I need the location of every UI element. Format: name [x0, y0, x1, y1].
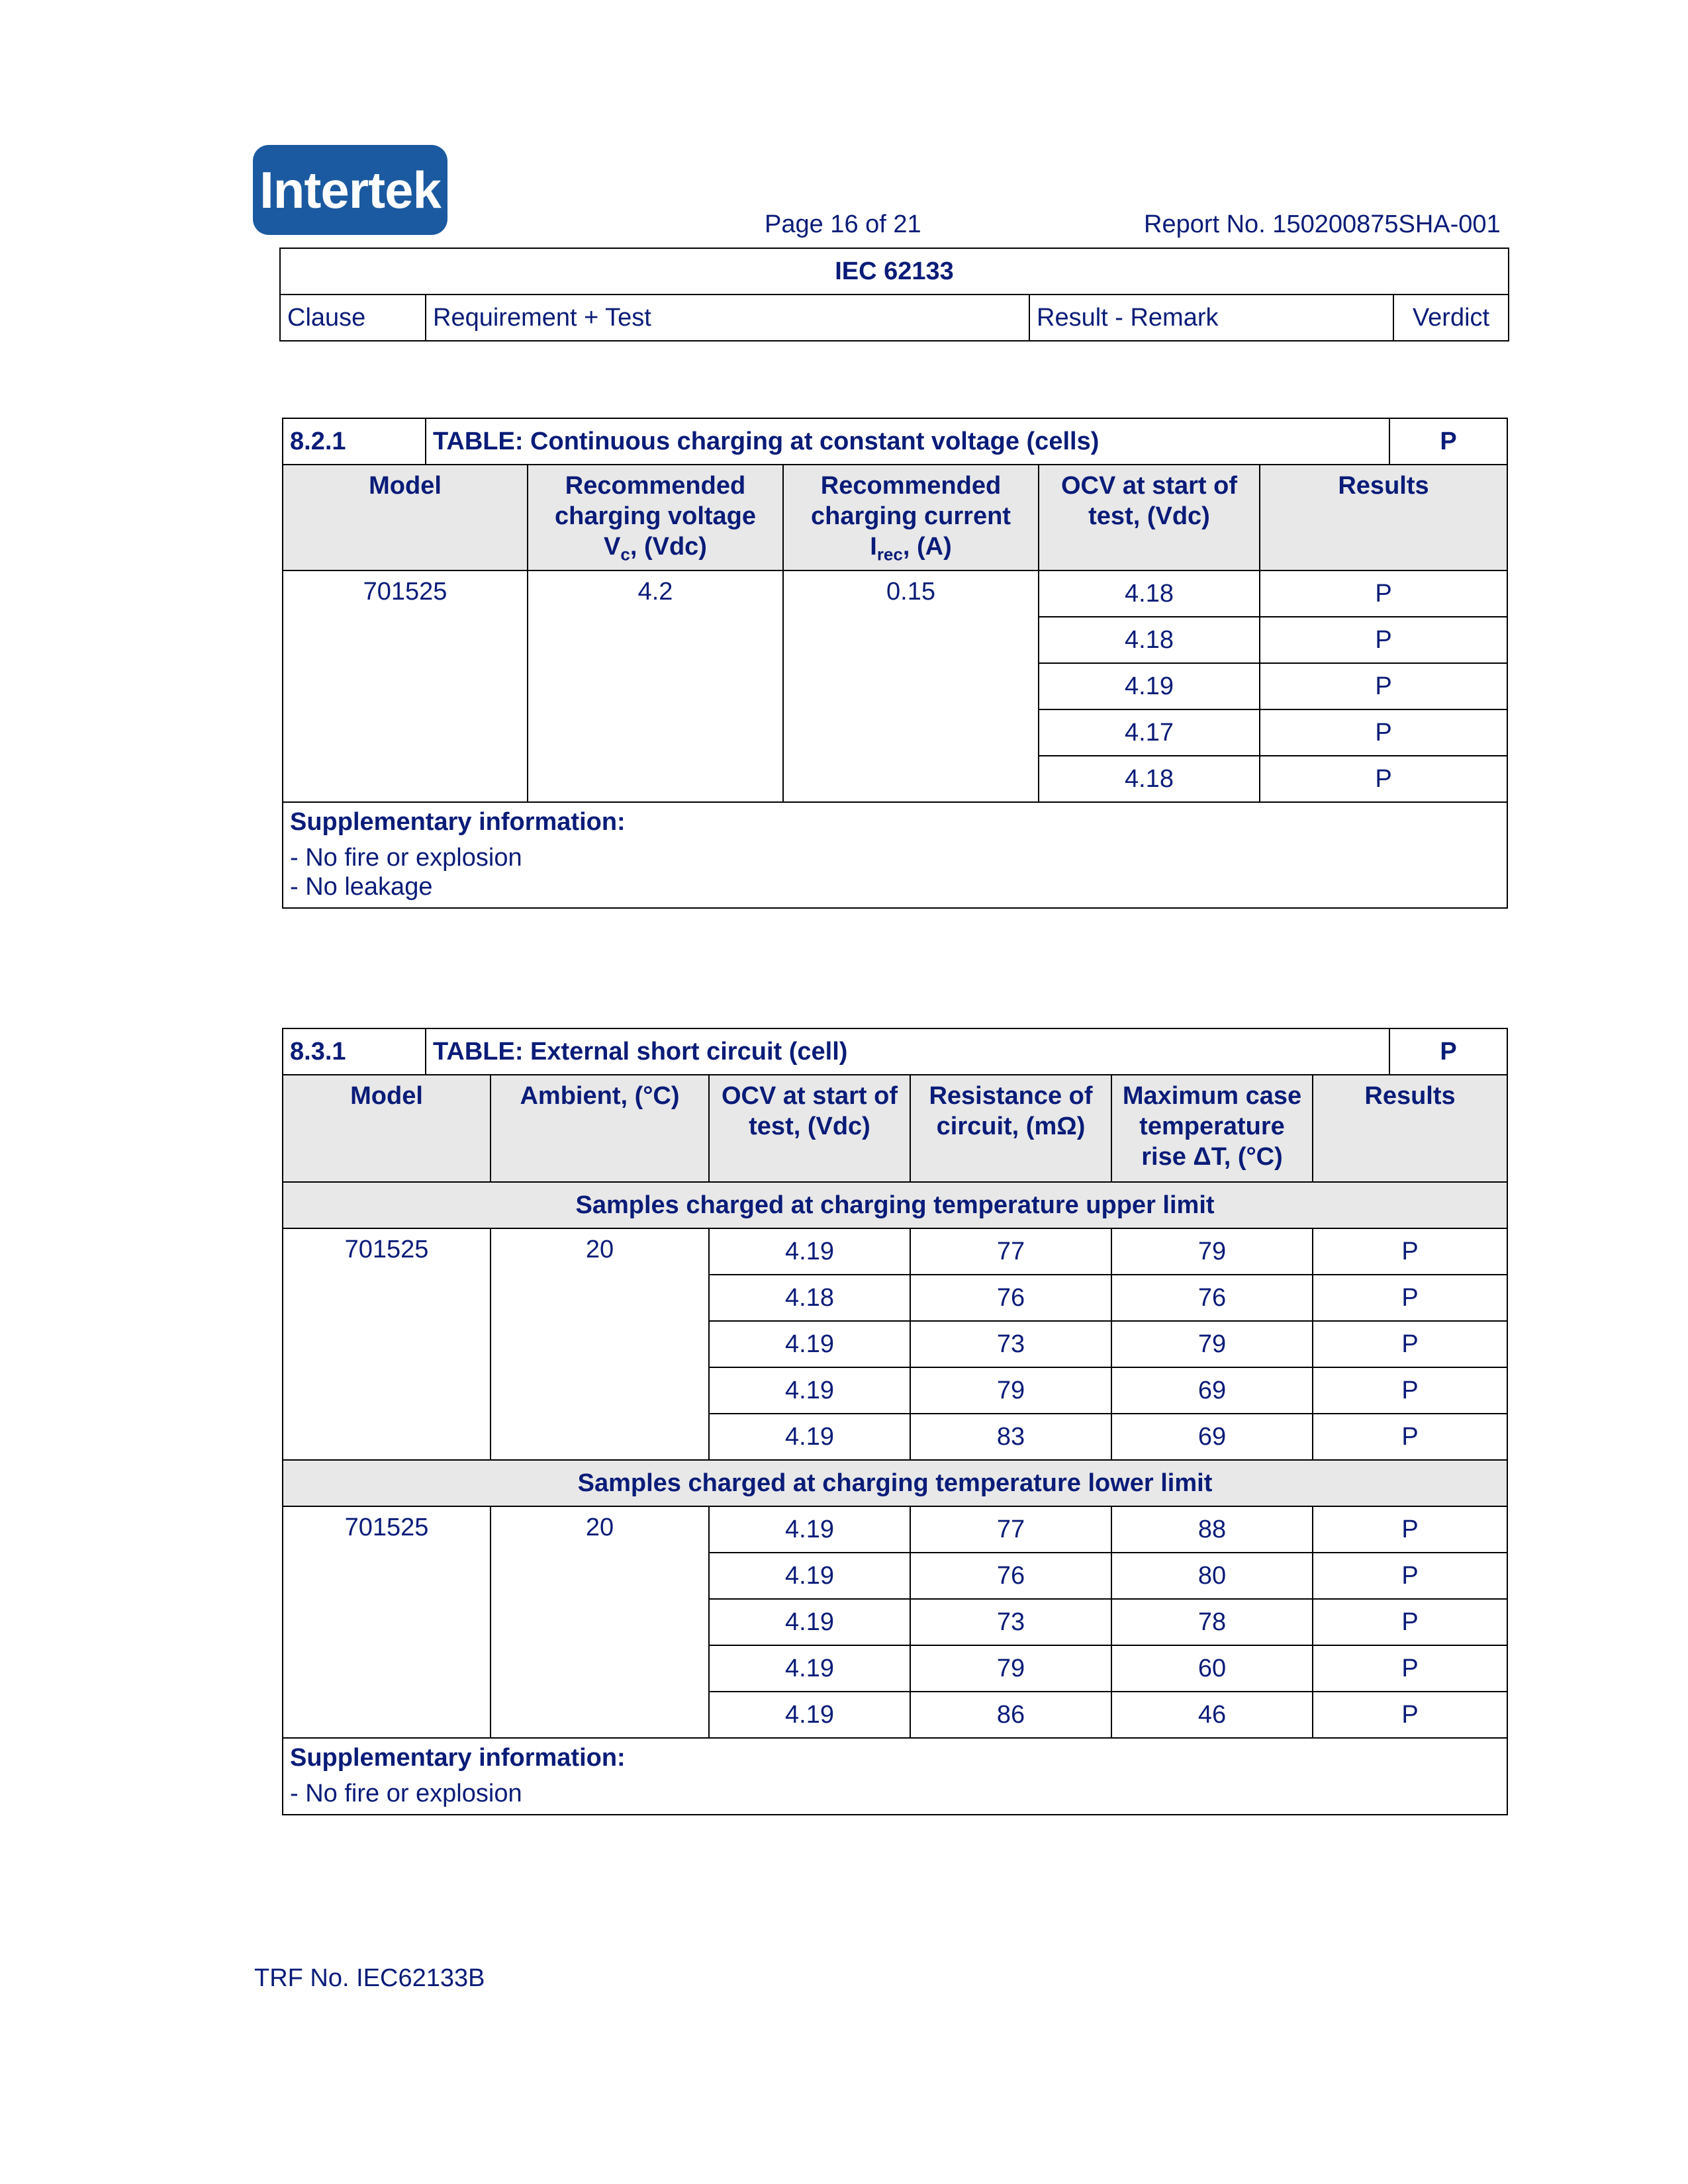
- table2-resistance: 79: [910, 1367, 1111, 1414]
- table1-ocv: 4.18: [1039, 570, 1260, 617]
- table-continuous-charging: [282, 418, 1508, 909]
- table2-model: 701525: [283, 1506, 491, 1738]
- table2-ocv: 4.19: [709, 1506, 910, 1553]
- table2-result: P: [1313, 1692, 1507, 1738]
- report-number: Report No. 150200875SHA-001: [1144, 210, 1501, 238]
- table2-group-lower-label: Samples charged at charging temperature lower limit: [283, 1460, 1507, 1506]
- table1-verdict: P: [1389, 418, 1507, 465]
- table2-resistance: 86: [910, 1692, 1111, 1738]
- table2-title: TABLE: External short circuit (cell): [426, 1028, 1389, 1075]
- table2-supplementary: [283, 1738, 1507, 1815]
- standard-title: IEC 62133: [280, 248, 1509, 295]
- table1-result: P: [1260, 756, 1507, 802]
- table2-resistance: 79: [910, 1645, 1111, 1692]
- logo-text: Intertek: [259, 160, 441, 219]
- table2-result: P: [1313, 1506, 1507, 1553]
- table2-ocv: 4.19: [709, 1553, 910, 1599]
- col-result-remark: Result - Remark: [1029, 295, 1393, 341]
- table2-result: P: [1313, 1321, 1507, 1367]
- col-verdict: Verdict: [1393, 295, 1509, 341]
- table1-result: P: [1260, 617, 1507, 663]
- table2-temp-rise: 46: [1111, 1692, 1313, 1738]
- table2-ocv: 4.19: [709, 1414, 910, 1460]
- table1-result: P: [1260, 709, 1507, 756]
- table2-resistance: 76: [910, 1553, 1111, 1599]
- table2-verdict: P: [1389, 1028, 1507, 1075]
- table2-temp-rise: 69: [1111, 1367, 1313, 1414]
- table1-ocv: 4.18: [1039, 756, 1260, 802]
- table1-clause: 8.2.1: [283, 418, 426, 465]
- supplementary-title: Supplementary information:: [290, 1744, 626, 1772]
- table1-title: TABLE: Continuous charging at constant voltage (cells): [426, 418, 1389, 465]
- table2-header-model: Model: [283, 1075, 491, 1182]
- table1-ocv: 4.19: [1039, 663, 1260, 709]
- table2-result: P: [1313, 1275, 1507, 1321]
- supplementary-title: Supplementary information:: [290, 808, 626, 836]
- table2-resistance: 83: [910, 1414, 1111, 1460]
- table1-header-current: Recommended charging current $I_{rec}$, (A): [783, 465, 1039, 570]
- table2-clause: 8.3.1: [283, 1028, 426, 1075]
- table1-ocv: 4.17: [1039, 709, 1260, 756]
- table2-temp-rise: 79: [1111, 1228, 1313, 1275]
- table2-resistance: 76: [910, 1275, 1111, 1321]
- table2-resistance: 77: [910, 1506, 1111, 1553]
- table1-voltage: 4.2: [528, 570, 783, 802]
- table1-header-model: Model: [283, 465, 528, 570]
- col-requirement: Requirement + Test: [426, 295, 1029, 341]
- table1-supplementary: [283, 802, 1507, 908]
- table-row: [283, 570, 1507, 617]
- table2-resistance: 73: [910, 1321, 1111, 1367]
- table1-header-voltage: Recommended charging voltage $V_c$, (Vdc): [528, 465, 783, 570]
- table2-temp-rise: 78: [1111, 1599, 1313, 1645]
- table-external-short-circuit: [282, 1028, 1508, 1815]
- table-row: [283, 1506, 1507, 1553]
- table1-header-ocv: OCV at start of test, (Vdc): [1039, 465, 1260, 570]
- supplementary-line: - No fire or explosion: [290, 1780, 522, 1807]
- table2-ocv: 4.19: [709, 1692, 910, 1738]
- table2-result: P: [1313, 1414, 1507, 1460]
- table2-temp-rise: 76: [1111, 1275, 1313, 1321]
- table2-header-ambient: Ambient, (°C): [491, 1075, 709, 1182]
- table2-temp-rise: 88: [1111, 1506, 1313, 1553]
- table2-resistance: 73: [910, 1599, 1111, 1645]
- table2-result: P: [1313, 1599, 1507, 1645]
- footer-trf-number: TRF No. IEC62133B: [254, 1964, 485, 1992]
- table2-model: 701525: [283, 1228, 491, 1460]
- table2-temp-rise: 60: [1111, 1645, 1313, 1692]
- table1-model: 701525: [283, 570, 528, 802]
- table2-header-ocv: OCV at start of test, (Vdc): [709, 1075, 910, 1182]
- supplementary-line: - No fire or explosion: [290, 844, 522, 872]
- page-number: Page 16 of 21: [765, 210, 921, 238]
- table2-ocv: 4.19: [709, 1599, 910, 1645]
- supplementary-line: - No leakage: [290, 873, 433, 901]
- table2-temp-rise: 80: [1111, 1553, 1313, 1599]
- table2-ocv: 4.19: [709, 1228, 910, 1275]
- table2-ambient: 20: [491, 1228, 709, 1460]
- table2-header-results: Results: [1313, 1075, 1507, 1182]
- table2-group-upper-label: Samples charged at charging temperature upper limit: [283, 1182, 1507, 1228]
- table2-result: P: [1313, 1228, 1507, 1275]
- table2-result: P: [1313, 1553, 1507, 1599]
- intertek-logo: [253, 145, 447, 235]
- table2-ocv: 4.19: [709, 1645, 910, 1692]
- table2-resistance: 77: [910, 1228, 1111, 1275]
- table1-header-results: Results: [1260, 465, 1507, 570]
- table2-header-maxtemp: Maximum case temperature rise ΔT, (°C): [1111, 1075, 1313, 1182]
- table2-result: P: [1313, 1367, 1507, 1414]
- report-header-table: [279, 248, 1509, 341]
- table1-current: 0.15: [783, 570, 1039, 802]
- table2-result: P: [1313, 1645, 1507, 1692]
- table2-ocv: 4.19: [709, 1367, 910, 1414]
- table1-result: P: [1260, 663, 1507, 709]
- table2-header-resistance: Resistance of circuit, (mΩ): [910, 1075, 1111, 1182]
- table2-ocv: 4.18: [709, 1275, 910, 1321]
- table1-ocv: 4.18: [1039, 617, 1260, 663]
- table1-result: P: [1260, 570, 1507, 617]
- table2-temp-rise: 79: [1111, 1321, 1313, 1367]
- table-row: [283, 1228, 1507, 1275]
- table2-ambient: 20: [491, 1506, 709, 1738]
- table2-ocv: 4.19: [709, 1321, 910, 1367]
- table2-temp-rise: 69: [1111, 1414, 1313, 1460]
- col-clause: Clause: [280, 295, 426, 341]
